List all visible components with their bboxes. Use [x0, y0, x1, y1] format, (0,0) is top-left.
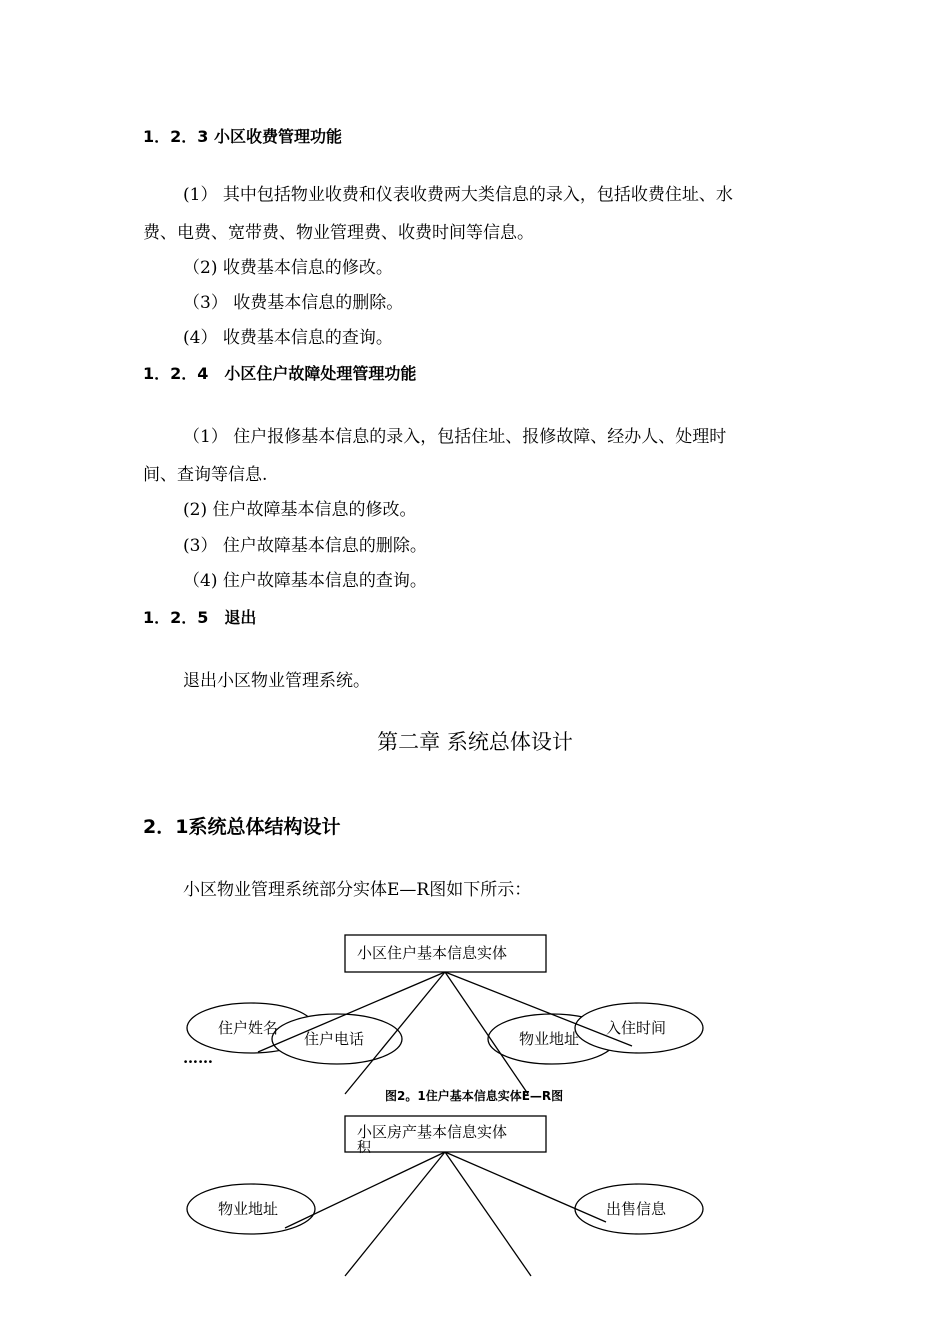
attribute-label: 住户电话: [304, 1030, 365, 1048]
paragraph-line: 退出小区物业管理系统。: [183, 671, 370, 691]
list-item: (2) 住户故障基本信息的修改。: [183, 500, 417, 520]
list-item: （2) 收费基本信息的修改。: [183, 258, 393, 278]
paragraph-line: 费、电费、宽带费、物业管理费、收费时间等信息。: [143, 223, 534, 243]
entity-label-overflow: 积: [357, 1140, 371, 1156]
relationship-line: [285, 1152, 445, 1228]
entity-label: 小区房产基本信息实体: [357, 1123, 508, 1141]
paragraph-line: 小区物业管理系统部分实体E—R图如下所示：: [183, 880, 532, 900]
list-item: (3） 住户故障基本信息的删除。: [183, 536, 427, 556]
ellipsis-text: ……: [183, 1049, 213, 1067]
attribute-label: 物业地址: [519, 1030, 580, 1048]
chapter-title: 第二章 系统总体设计: [377, 730, 573, 754]
list-item: （3） 收费基本信息的删除。: [183, 293, 404, 313]
relationship-line: [345, 1152, 445, 1276]
list-item: （4) 住户故障基本信息的查询。: [183, 571, 427, 591]
entity-label: 小区住户基本信息实体: [357, 944, 508, 962]
attribute-label: 住户姓名: [218, 1019, 279, 1037]
section-heading-1-2-3: 1．2．3 小区收费管理功能: [143, 127, 342, 146]
attribute-label: 出售信息: [606, 1200, 667, 1218]
section-heading-1-2-5: 1．2．5 退出: [143, 608, 257, 627]
list-item: (4） 收费基本信息的查询。: [183, 328, 393, 348]
attribute-label: 入住时间: [606, 1019, 667, 1037]
attribute-label: 物业地址: [218, 1200, 279, 1218]
paragraph-line: (1） 其中包括物业收费和仪表收费两大类信息的录入，包括收费住址、水: [183, 185, 733, 205]
paragraph-line: 间、查询等信息.: [143, 465, 268, 485]
paragraph-line: （1） 住户报修基本信息的录入，包括住址、报修故障、经办人、处理时: [183, 427, 727, 447]
section-heading-2-1: 2．1系统总体结构设计: [143, 816, 341, 838]
figure-caption: 图2。1住户基本信息实体E—R图: [385, 1089, 564, 1103]
section-heading-1-2-4: 1．2．4 小区住户故障处理管理功能: [143, 364, 417, 383]
